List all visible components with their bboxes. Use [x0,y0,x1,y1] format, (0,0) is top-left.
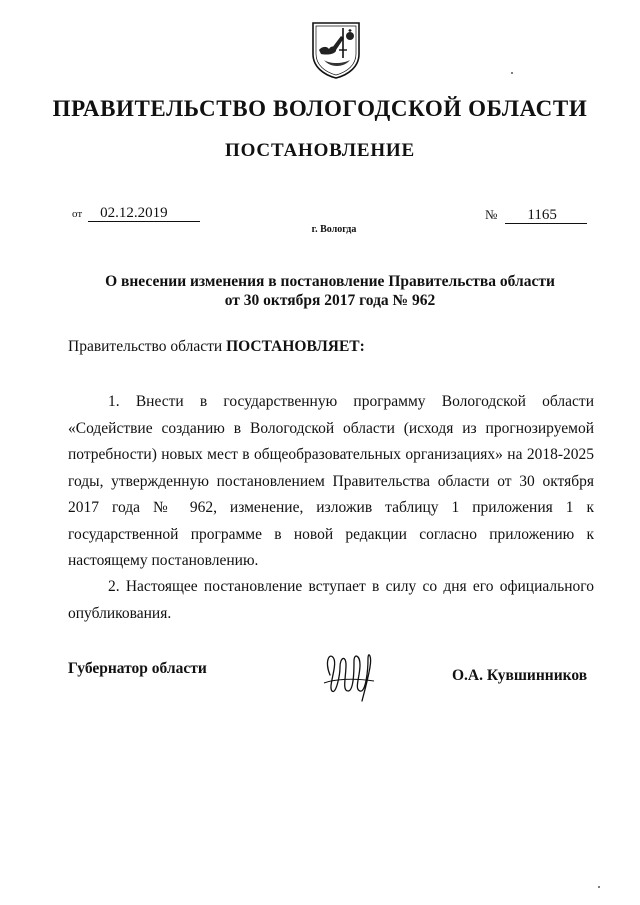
signatory-title: Губернатор области [68,660,207,677]
preamble [68,338,365,356]
document-type: ПОСТАНОВЛЕНИЕ [225,140,415,161]
date-row [72,205,200,222]
subject-line-2: от 30 октября 2017 года № 962 [224,292,436,309]
coat-of-arms-icon [310,20,362,80]
signatory-name: О.А. Кувшинников [452,667,588,684]
scan-speck [598,886,600,888]
organization-title: ПРАВИТЕЛЬСТВО ВОЛОГОДСКОЙ ОБЛАСТИ [52,96,588,121]
handwritten-signature [320,645,378,703]
paragraph-1: 1. Внести в государственную программу Вологодской области «Содействие созданию в Вологодской области (исходя из прогнозируемой потребности) новых мест в общеобразовательных организациях» на 2018-2025 годы, утвержденную постановлением Правительства области от 30 октября 2017 года № 962, изменение, изложив таблицу 1 приложения 1 к государственной программе в новой редакции согласно приложению к настоящему постановлению. [68,393,594,569]
document-date: 02.12.2019 [88,206,200,222]
document-number: 1165 [505,208,587,224]
number-label: № [485,207,498,222]
preamble-emphasis: ПОСТАНОВЛЯЕТ: [226,338,365,355]
scan-speck [511,72,513,74]
city: г. Вологда [311,224,357,235]
preamble-text: Правительство области [68,338,223,355]
subject-heading [80,272,580,310]
date-label: от [72,208,83,220]
paragraph-2: 2. Настоящее постановление вступает в силу со дня его официального опубликования. [68,578,594,622]
subject-line-1: О внесении изменения в постановление Правительства области [105,273,555,290]
number-row [485,207,587,224]
